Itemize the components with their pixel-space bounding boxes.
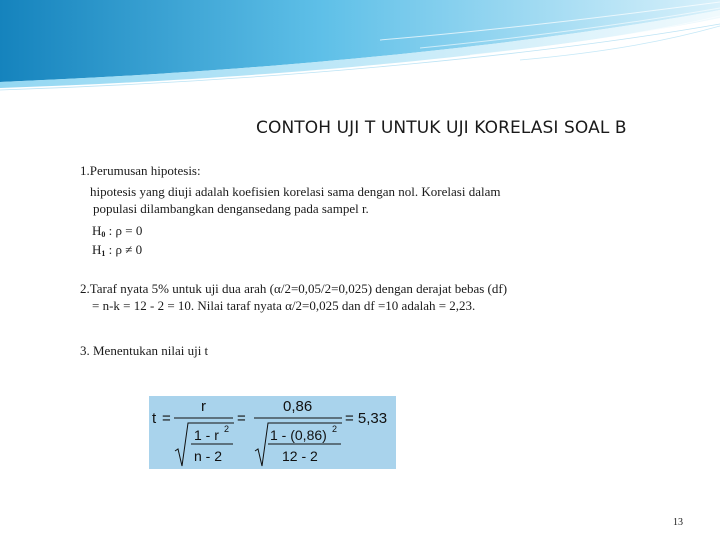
h0-label: H	[92, 223, 102, 238]
h1-label: H	[92, 242, 102, 257]
header-swoosh-decoration	[0, 0, 720, 110]
hypothesis-h0	[92, 223, 142, 239]
step3-heading: 3. Menentukan nilai uji t	[80, 343, 209, 358]
formula-one-minus-value: 1 - (0,86)	[270, 427, 327, 443]
formula-eq2: =	[237, 410, 246, 427]
h0-subscript: 0	[101, 230, 106, 239]
formula-numerator-value: 0,86	[283, 398, 313, 415]
slide-title: CONTOH UJI T UNTUK UJI KORELASI SOAL B	[256, 118, 627, 138]
h1-subscript: 1	[101, 249, 106, 258]
hypothesis-h1	[92, 242, 142, 258]
formula-one-minus-r: 1 - r	[194, 427, 219, 443]
h0-statement: : ρ = 0	[105, 223, 143, 238]
page-number: 13	[673, 517, 683, 528]
formula-result: = 5,33	[345, 410, 388, 427]
formula-n-minus-2: n - 2	[194, 448, 223, 464]
step2-text-line2: = n-k = 12 - 2 = 10. Nilai taraf nyata α/2=0,025 dan df =10 adalah = 2,23.	[92, 298, 476, 313]
h1-statement: : ρ ≠ 0	[105, 242, 143, 257]
t-test-formula	[149, 396, 396, 469]
formula-eq1: =	[162, 410, 171, 427]
formula-numerator-r: r	[201, 398, 206, 415]
formula-exponent-2: 2	[332, 424, 338, 434]
step2-text-line1: 2.Taraf nyata 5% untuk uji dua arah (α/2=0,05/2=0,025) dengan derajat bebas (df)	[80, 281, 508, 296]
step1-text-line2: populasi dilambangkan dengansedang pada sampel r.	[93, 201, 369, 216]
formula-exponent-1: 2	[224, 424, 230, 434]
formula-df-value: 12 - 2	[282, 448, 318, 464]
step1-text-line1: hipotesis yang diuji adalah koefisien korelasi sama dengan nol. Korelasi dalam	[90, 184, 501, 199]
step1-heading: 1.Perumusan hipotesis:	[80, 163, 201, 178]
formula-t: t	[152, 410, 157, 427]
